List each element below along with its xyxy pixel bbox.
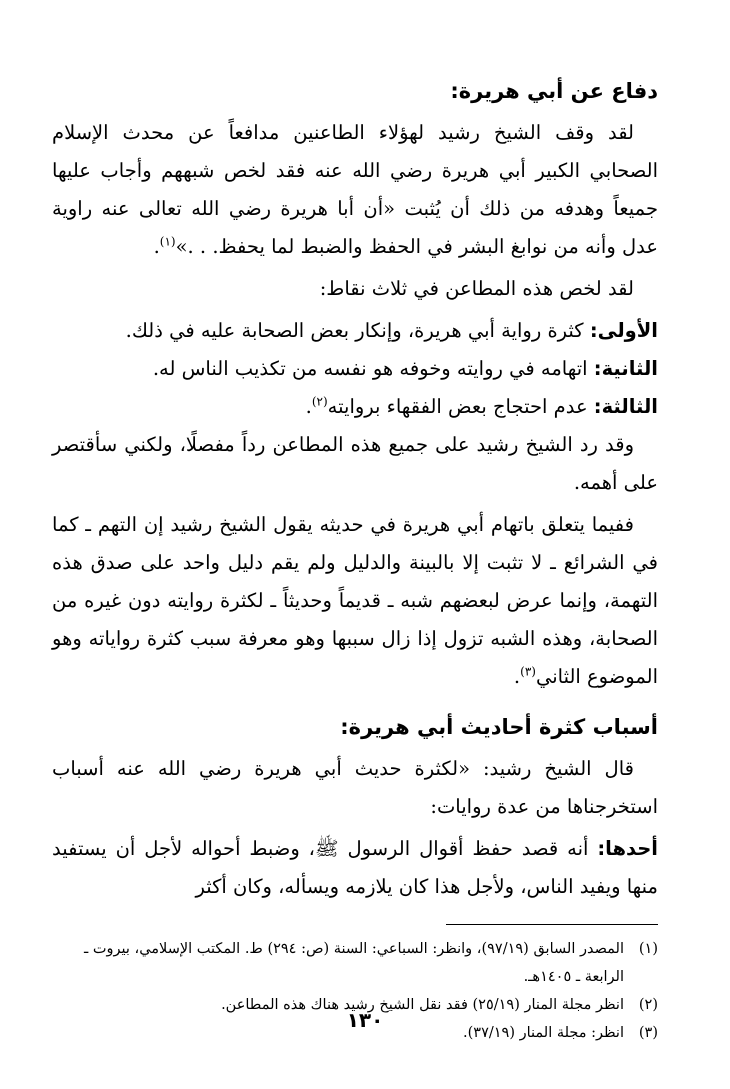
footnote-2-text: انظر مجلة المنار (٢٥/١٩) فقد نقل الشيخ رشيد هناك هذه المطاعن. xyxy=(221,997,624,1013)
footnote-1-number: (١) xyxy=(638,941,658,957)
point-first xyxy=(52,312,658,350)
footnote-1-text: المصدر السابق (٩٧/١٩)، وانظر: السباعي: السنة (ص: ٢٩٤) ط. المكتب الإسلامي، بيروت ـ الرابعة ـ ١٤٠٥هـ. xyxy=(83,941,624,985)
section-heading-defense: دفاع عن أبي هريرة: xyxy=(450,79,658,103)
point-second xyxy=(52,350,658,388)
footnote-1 xyxy=(52,935,658,991)
footnote-3-number: (٣) xyxy=(638,1025,658,1041)
footnote-2-number: (٢) xyxy=(638,997,658,1013)
paragraph-accusation xyxy=(52,506,658,696)
point-second-text: اتهامه في روايته وخوفه هو نفسه من تكذيب الناس له. xyxy=(152,357,588,380)
point-first-label: الأولى: xyxy=(589,319,658,342)
first-reason-label: أحدها: xyxy=(597,837,658,860)
paragraph-response: وقد رد الشيخ رشيد على جميع هذه المطاعن رداً مفصلًا، ولكني سأقتصر على أهمه. xyxy=(52,433,658,494)
paragraph-summary: لقد لخص هذه المطاعن في ثلاث نقاط: xyxy=(319,277,634,300)
page-number: ١٣٠ xyxy=(346,1008,384,1032)
footnote-ref-1: (١) xyxy=(159,234,176,249)
point-third-label: الثالثة: xyxy=(593,395,658,418)
point-first-text: كثرة رواية أبي هريرة، وإنكار بعض الصحابة عليه في ذلك. xyxy=(125,319,584,342)
point-third: الثالثة: عدم احتجاج بعض الفقهاء بروايته$^{(٢)}$. xyxy=(305,394,658,418)
page-body xyxy=(52,60,658,1047)
point-third-text: عدم احتجاج بعض الفقهاء بروايته xyxy=(327,395,588,418)
paragraph-intro-text: لقد وقف الشيخ رشيد لهؤلاء الطاعنين مدافعاً عن محدث الإسلام الصحابي الكبير أبي هريرة رضي الله عنه فقد لخص شبههم وأجاب عليها جميعاً وهدفه من ذلك أن يُثبت «أن أبا هريرة رضي الله تعالى عنه راوية عدل وأنه من نوابغ البشر في الحفظ والضبط لما يحفظ. . .» xyxy=(52,121,658,258)
paragraph-first-reason xyxy=(52,830,658,906)
footnote-3-text: انظر: مجلة المنار (٣٧/١٩). xyxy=(463,1025,624,1041)
paragraph-intro-end: . xyxy=(153,235,160,258)
point-second-label: الثانية: xyxy=(593,357,658,380)
paragraph-accusation-text: ففيما يتعلق باتهام أبي هريرة في حديثه يقول الشيخ رشيد إن التهم ـ كما في الشرائع ـ لا تثبت إلا بالبينة والدليل ولم يقم دليل واحد على صدق هذه التهمة، وإنما عرض لبعضهم شبه ـ قديماً وحديثاً ـ لكثرة روايته دون غيره من الصحابة، وهذه الشبه تزول إذا زال سببها وهو معرفة سبب كثرة رواياته وهو الموضوع الثاني xyxy=(52,513,658,688)
first-reason-text: أنه قصد حفظ أقوال الرسول ﷺ، وضبط أحواله لأجل أن يستفيد منها ويفيد الناس، ولأجل هذا كان يلازمه ويسأله، وكان أكثر xyxy=(52,837,658,898)
paragraph-quote: قال الشيخ رشيد: «لكثرة حديث أبي هريرة رضي الله عنه أسباب استخرجناها من عدة روايات: xyxy=(52,757,658,818)
footnote-divider xyxy=(446,924,658,925)
section-heading-reasons: أسباب كثرة أحاديث أبي هريرة: xyxy=(340,715,658,739)
footnote-ref-2: (٢) xyxy=(311,394,328,409)
paragraph-accusation-end: . xyxy=(513,665,521,688)
footnote-ref-3: (٣) xyxy=(520,664,536,679)
paragraph-intro xyxy=(52,114,658,266)
